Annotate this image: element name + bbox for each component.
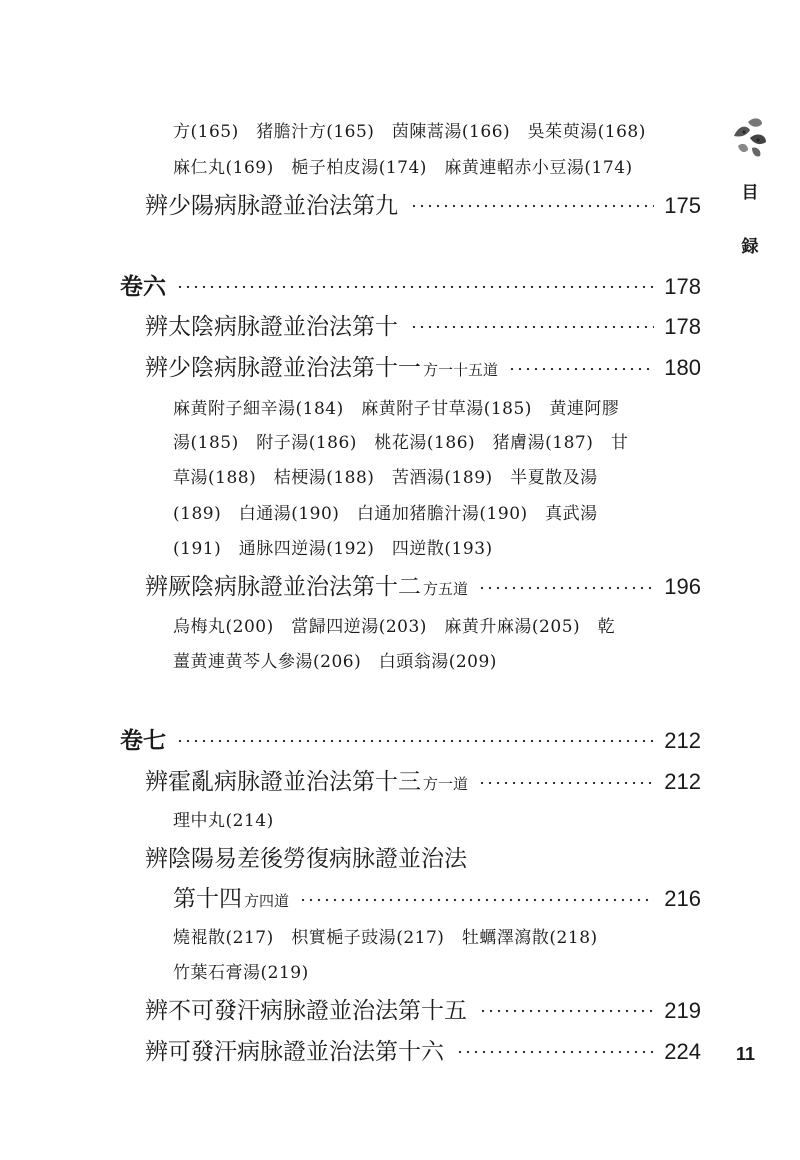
entry-title: 辨陰陽易差後勞復病脉證並治法	[145, 846, 467, 872]
page-number: 216	[664, 886, 701, 911]
entry-title: 辨可發汗病脉證並治法第十六	[145, 1039, 444, 1065]
toc-entry-title-line[interactable]	[145, 844, 467, 874]
dot-leader	[176, 283, 654, 291]
page-number: 212	[664, 728, 701, 753]
remedy-line: (191) 通脉四逆湯(192) 四逆散(193)	[173, 539, 493, 559]
dot-leader	[299, 896, 654, 904]
entry-title: 辨太陰病脉證並治法第十	[145, 314, 398, 340]
dot-leader	[410, 323, 654, 331]
volume-heading[interactable]	[120, 726, 701, 756]
entry-note: 方五道	[423, 580, 469, 598]
dot-leader	[508, 365, 654, 373]
page-number: 212	[664, 769, 701, 794]
running-head-char: 録	[741, 237, 759, 257]
remedy-line: 麻仁丸(169) 梔子柏皮湯(174) 麻黄連軺赤小豆湯(174)	[173, 158, 633, 178]
toc-entry[interactable]	[173, 884, 701, 916]
remedy-line: (189) 白通湯(190) 白通加猪膽汁湯(190) 真武湯	[173, 504, 598, 524]
volume-title: 卷六	[120, 273, 166, 300]
toc-entry[interactable]	[145, 191, 701, 221]
dot-leader	[478, 584, 654, 592]
remedy-line: 竹葉石膏湯(219)	[173, 963, 309, 983]
toc-entry[interactable]	[145, 996, 701, 1026]
remedy-line: 草湯(188) 桔梗湯(188) 苦酒湯(189) 半夏散及湯	[173, 468, 598, 488]
toc-entry[interactable]	[145, 1037, 701, 1067]
remedy-line: 薑黄連黄芩人參湯(206) 白頭翁湯(209)	[173, 652, 497, 672]
entry-note: 方一道	[423, 775, 469, 793]
dot-leader	[456, 1048, 654, 1056]
remedy-line: 烏梅丸(200) 當歸四逆湯(203) 麻黄升麻湯(205) 乾	[173, 617, 616, 637]
remedy-line: 燒裩散(217) 枳實梔子豉湯(217) 牡蠣澤瀉散(218)	[173, 928, 598, 948]
ink-flower-ornament-icon	[728, 112, 772, 162]
page-number: 219	[664, 998, 701, 1023]
remedy-line: 理中丸(214)	[173, 811, 274, 831]
dot-leader	[176, 737, 654, 745]
page-number: 175	[664, 193, 701, 218]
volume-heading[interactable]	[120, 272, 701, 302]
page-number: 180	[664, 355, 701, 380]
toc-entry[interactable]	[145, 767, 701, 799]
running-head-char: 目	[741, 183, 759, 203]
entry-title: 辨霍亂病脉證並治法第十三	[145, 769, 421, 795]
entry-note: 方一十五道	[423, 361, 499, 379]
entry-title: 辨不可發汗病脉證並治法第十五	[145, 998, 467, 1024]
volume-title: 卷七	[120, 727, 166, 754]
entry-note: 方四道	[244, 892, 290, 910]
page-number: 224	[664, 1039, 701, 1064]
page-number: 178	[664, 274, 701, 299]
page-folio: 11	[736, 1044, 756, 1064]
remedy-line: 方(165) 猪膽汁方(165) 茵陳蒿湯(166) 吳茱萸湯(168)	[173, 122, 646, 142]
page-number: 196	[664, 574, 701, 599]
entry-title: 第十四	[173, 886, 242, 912]
page-number: 178	[664, 314, 701, 339]
toc-entry[interactable]	[145, 312, 701, 342]
toc-entry[interactable]	[145, 353, 701, 385]
toc-entry[interactable]	[145, 572, 701, 604]
entry-title: 辨少陰病脉證並治法第十一	[145, 355, 421, 381]
remedy-line: 麻黄附子細辛湯(184) 麻黄附子甘草湯(185) 黄連阿膠	[173, 399, 620, 419]
entry-title: 辨少陽病脉證並治法第九	[145, 193, 398, 219]
entry-title: 辨厥陰病脉證並治法第十二	[145, 574, 421, 600]
dot-leader	[479, 1007, 654, 1015]
remedy-line: 湯(185) 附子湯(186) 桃花湯(186) 猪膚湯(187) 甘	[173, 433, 629, 453]
dot-leader	[410, 202, 654, 210]
dot-leader	[478, 779, 654, 787]
